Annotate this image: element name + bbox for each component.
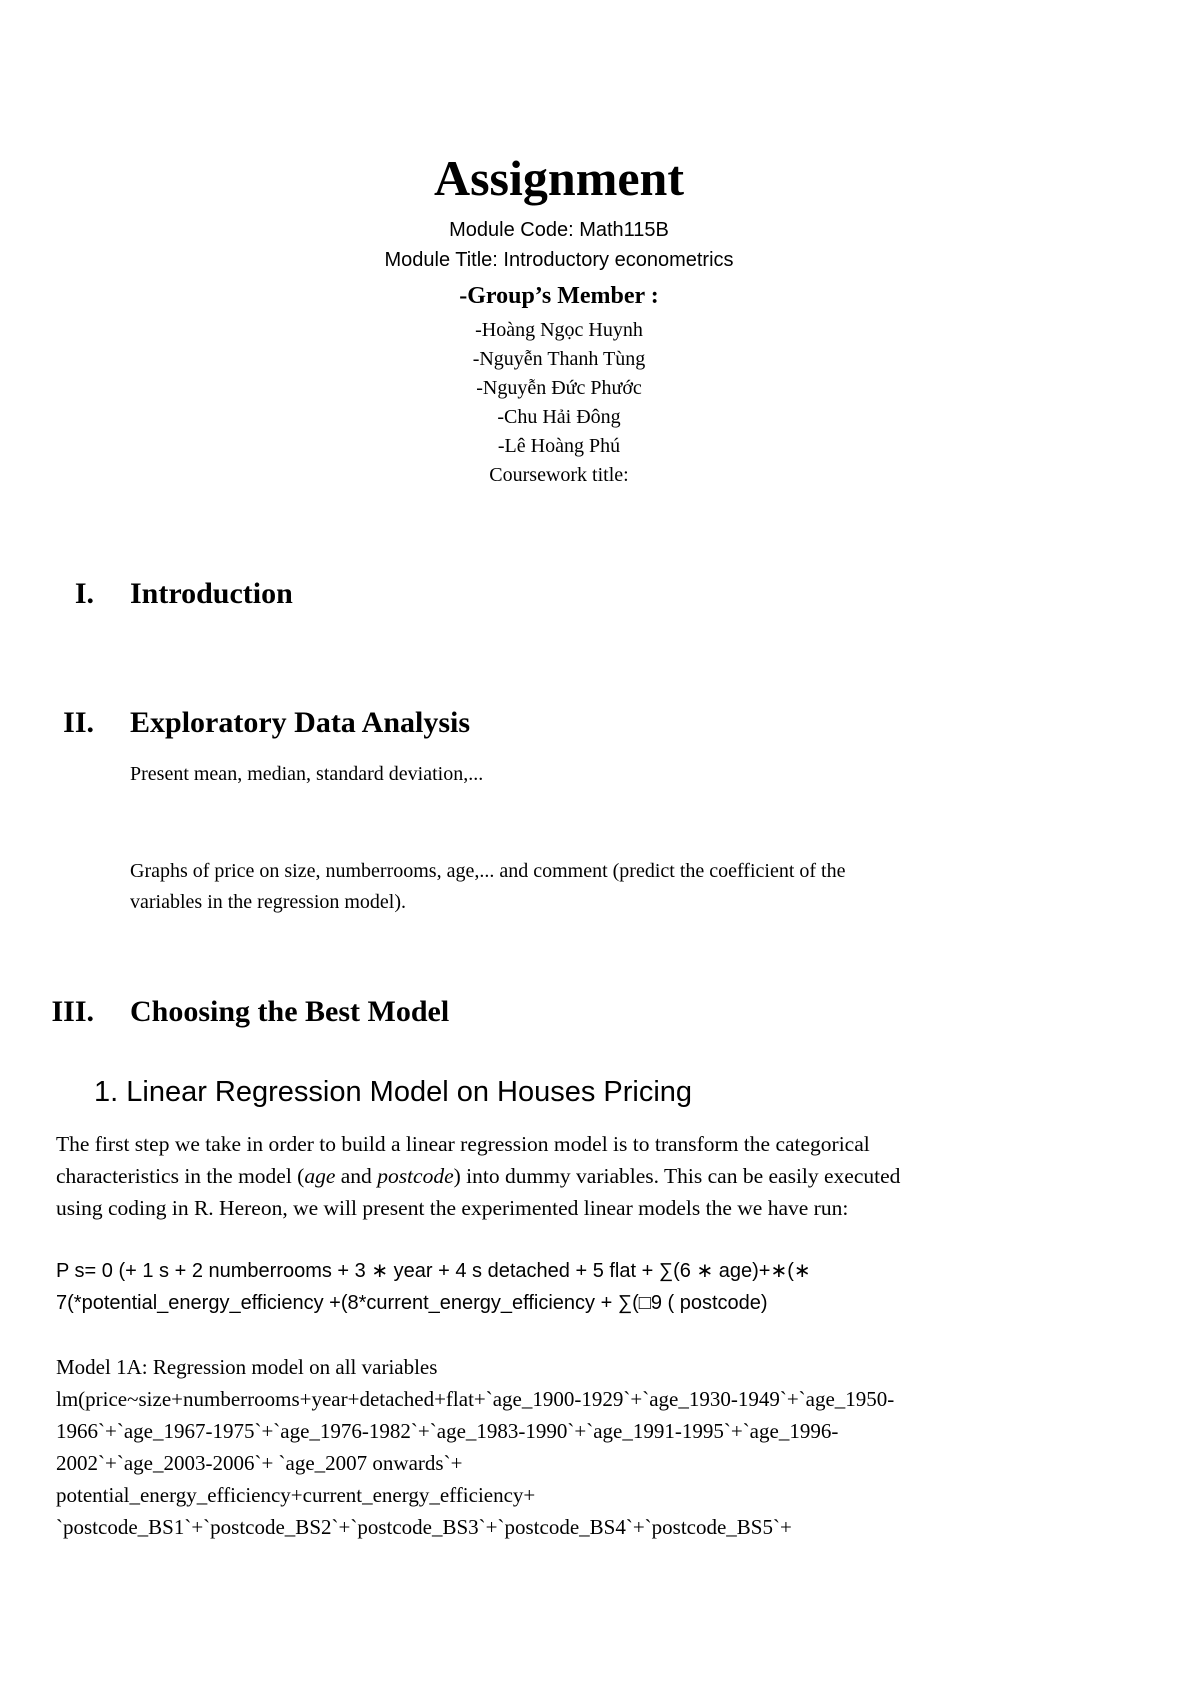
r-code-line: potential_energy_efficiency+current_energy_efficiency+ (56, 1483, 536, 1507)
section-number: III. (51, 995, 94, 1028)
model-label: Model 1A: Regression model on all variables (56, 1355, 438, 1379)
section-heading-best-model: Choosing the Best Model (130, 995, 450, 1028)
intro-paragraph-line: The first step we take in order to build a linear regression model is to transform the categorical (56, 1132, 870, 1156)
section-number: I. (74, 577, 94, 610)
module-code: Module Code: Math115B (449, 219, 669, 241)
regression-equation-line: P s= 0 (+ 1 s + 2 numberrooms + 3 ∗ year + 4 s detached + 5 flat + ∑(6 ∗ age)+∗(∗ (56, 1260, 811, 1282)
intro-paragraph-line: characteristics in the model (age and postcode) into dummy variables. This can be easily executed (56, 1164, 901, 1188)
member-name: -Nguyễn Đức Phước (476, 377, 642, 399)
module-title: Module Title: Introductory econometrics (384, 249, 734, 271)
document-title: Assignment (433, 150, 685, 206)
subsection-heading: 1. Linear Regression Model on Houses Pricing (94, 1076, 693, 1108)
eda-paragraph-line: variables in the regression model). (130, 891, 407, 913)
section-heading-eda: Exploratory Data Analysis (130, 706, 471, 739)
member-name: -Lê Hoàng Phú (497, 435, 621, 457)
member-name: -Hoàng Ngọc Huynh (475, 319, 643, 341)
eda-paragraph: Present mean, median, standard deviation,... (130, 763, 484, 785)
group-heading: -Group’s Member : (459, 283, 659, 309)
coursework-title-label: Coursework title: (489, 464, 629, 486)
section-number: II. (63, 706, 94, 739)
regression-equation-line: 7(*potential_energy_efficiency +(8*current_energy_efficiency + ∑(□9 ( postcode) (56, 1292, 768, 1314)
r-code-line: 1966`+`age_1967-1975`+`age_1976-1982`+`age_1983-1990`+`age_1991-1995`+`age_1996- (56, 1419, 839, 1443)
eda-paragraph-line: Graphs of price on size, numberrooms, age,... and comment (predict the coefficient of the (130, 860, 846, 882)
section-heading-introduction: Introduction (130, 577, 293, 610)
r-code-line: lm(price~size+numberrooms+year+detached+flat+`age_1900-1929`+`age_1930-1949`+`age_1950- (56, 1387, 895, 1411)
r-code-line: 2002`+`age_2003-2006`+ `age_2007 onwards`+ (56, 1451, 463, 1475)
r-code-line: `postcode_BS1`+`postcode_BS2`+`postcode_BS3`+`postcode_BS4`+`postcode_BS5`+ (56, 1515, 792, 1539)
member-name: -Nguyễn Thanh Tùng (472, 348, 646, 370)
member-name: -Chu Hải Đông (497, 406, 621, 428)
intro-paragraph-line: using coding in R. Hereon, we will present the experimented linear models the we have run: (56, 1196, 849, 1220)
